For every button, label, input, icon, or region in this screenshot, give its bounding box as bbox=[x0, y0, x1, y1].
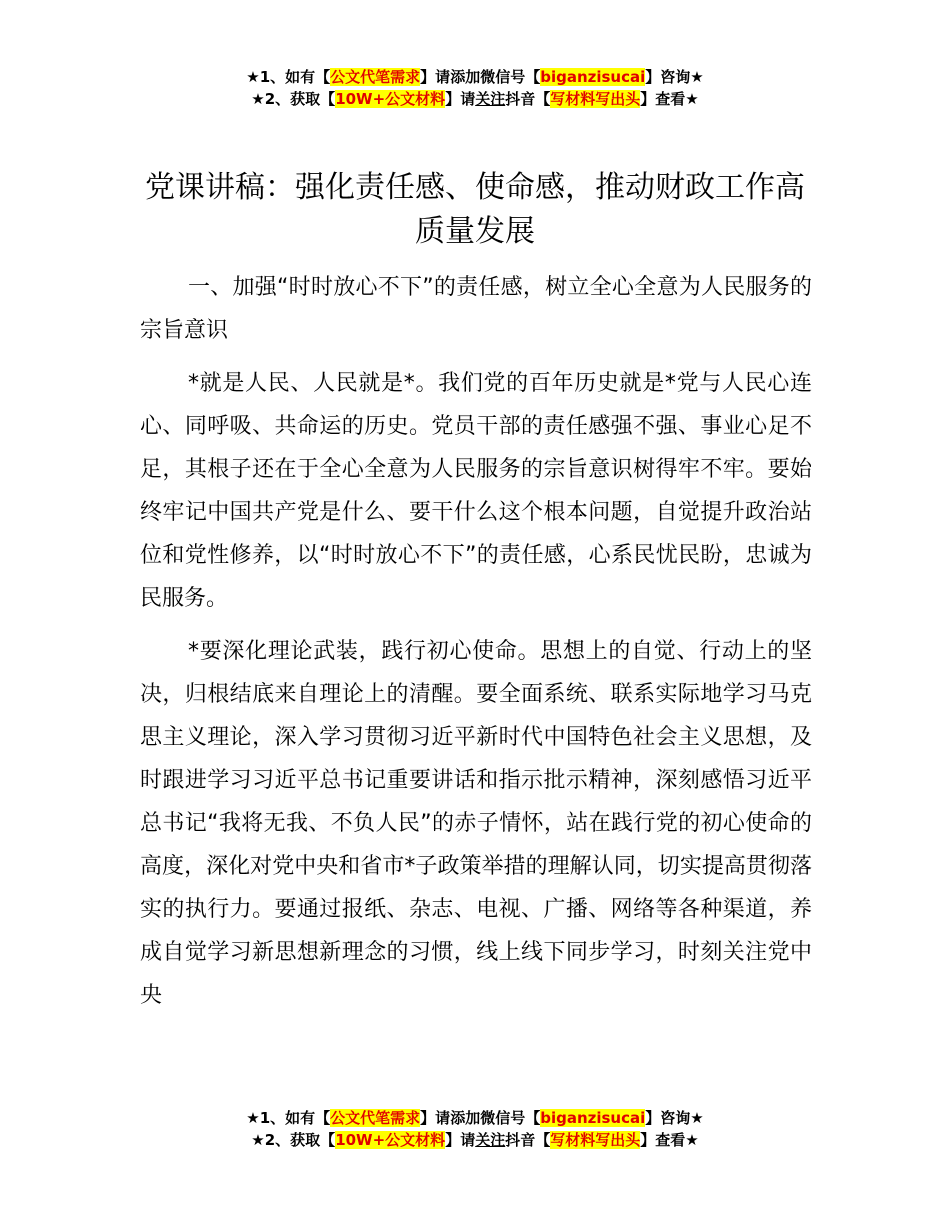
banner-line-1 bbox=[0, 66, 950, 88]
banner-text: ★2、获取【 bbox=[251, 1131, 336, 1149]
banner-text: 微信号【 bbox=[480, 68, 541, 86]
document-body bbox=[140, 266, 812, 1017]
highlight-wechat-id: biganzisucai bbox=[540, 68, 646, 86]
banner-text: 添加 bbox=[450, 68, 481, 86]
banner-text: 】请 bbox=[445, 1131, 476, 1149]
body-paragraph: *就是人民、人民就是*。我们党的百年历史就是*党与人民心连心、同呼吸、共命运的历史。党员干部的责任感强不强、事业心足不足，其根子还在于全心全意为人民服务的宗旨意识树得牢不牢。要始终牢记中国共产党是什么、要干什么这个根本问题，自觉提升政治站位和党性修养，以“时时放心不下”的责任感，心系民忧民盼，忠诚为民服务。 bbox=[140, 371, 812, 611]
header-banner bbox=[0, 66, 950, 110]
banner-text: 】请 bbox=[420, 1109, 451, 1127]
highlight-service: 公文代笔需求 bbox=[330, 68, 421, 86]
highlight-douyin: 写材料写出头 bbox=[550, 90, 641, 108]
banner-text: 抖音【 bbox=[505, 90, 551, 108]
highlight-wechat-id: biganzisucai bbox=[540, 1109, 646, 1127]
banner-text: 微信号【 bbox=[480, 1109, 541, 1127]
banner-line-2 bbox=[0, 88, 950, 110]
banner-line-2 bbox=[0, 1129, 950, 1151]
banner-text: ★1、如有【 bbox=[246, 1109, 331, 1127]
banner-text: 关注 bbox=[475, 90, 506, 108]
section-heading: 一、加强“时时放心不下”的责任感，树立全心全意为人民服务的宗旨意识 bbox=[140, 275, 812, 343]
body-paragraph: *要深化理论武装，践行初心使命。思想上的自觉、行动上的坚决，归根结底来自理论上的清醒。要全面系统、联系实际地学习马克思主义理论，深入学习贯彻习近平新时代中国特色社会主义思想，及时跟进学习习近平总书记重要讲话和指示批示精神，深刻感悟习近平总书记“我将无我、不负人民”的赤子情怀，站在践行党的初心使命的高度，深化对党中央和省市*子政策举措的理解认同，切实提高贯彻落实的执行力。要通过报纸、杂志、电视、广播、网络等各种渠道，养成自觉学习新思想新理念的习惯，线上线下同步学习，时刻关注党中央 bbox=[140, 639, 812, 1008]
banner-text: 】查看★ bbox=[640, 90, 699, 108]
highlight-materials: 10W+公文材料 bbox=[335, 1131, 446, 1149]
footer-banner bbox=[0, 1107, 950, 1151]
banner-text: 抖音【 bbox=[505, 1131, 551, 1149]
banner-text: 】查看★ bbox=[640, 1131, 699, 1149]
highlight-service: 公文代笔需求 bbox=[330, 1109, 421, 1127]
banner-text: ★2、获取【 bbox=[251, 90, 336, 108]
banner-text: 】请 bbox=[420, 68, 451, 86]
document-title: 党课讲稿：强化责任感、使命感，推动财政工作高质量发展 bbox=[145, 170, 805, 249]
highlight-materials: 10W+公文材料 bbox=[335, 90, 446, 108]
banner-text: 】咨询★ bbox=[645, 68, 704, 86]
banner-text: 】请 bbox=[445, 90, 476, 108]
highlight-douyin: 写材料写出头 bbox=[550, 1131, 641, 1149]
banner-text: ★1、如有【 bbox=[246, 68, 331, 86]
banner-text: 添加 bbox=[450, 1109, 481, 1127]
banner-line-1 bbox=[0, 1107, 950, 1129]
banner-text: 关注 bbox=[475, 1131, 506, 1149]
banner-text: 】咨询★ bbox=[645, 1109, 704, 1127]
